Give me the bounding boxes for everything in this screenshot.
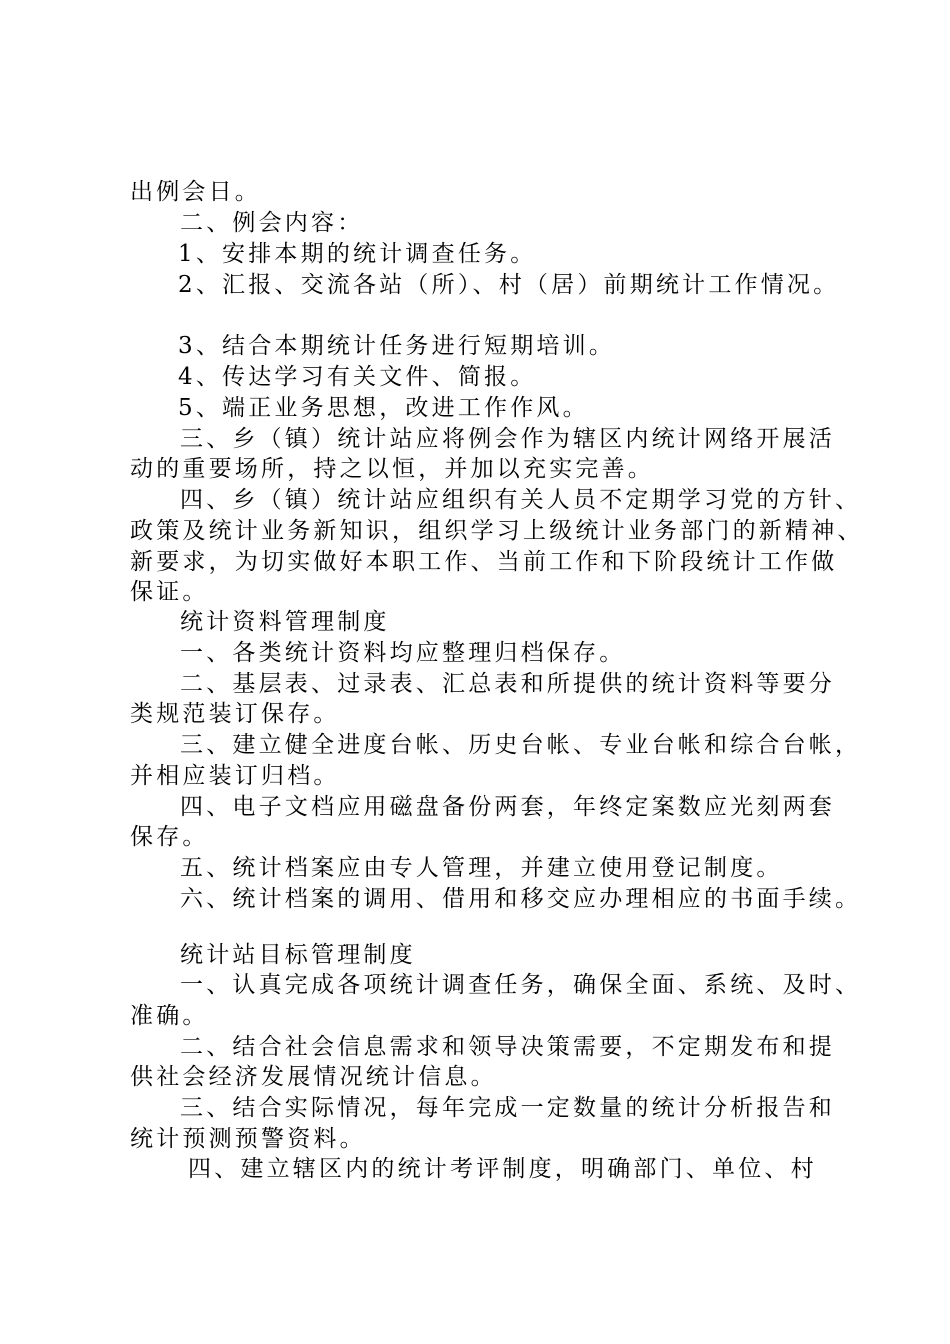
- text-line: 三、乡（镇）统计站应将例会作为辖区内统计网络开展活: [180, 426, 835, 452]
- text-line: 供社会经济发展情况统计信息。: [130, 1064, 497, 1090]
- text-line: 一、认真完成各项统计调查任务，确保全面、系统、及时、: [180, 972, 862, 998]
- text-line: 类规范装订保存。: [130, 701, 340, 727]
- text-line: 并相应装订归档。: [130, 763, 340, 789]
- text-line: 4、传达学习有关文件、简报。: [178, 364, 537, 390]
- text-line: 出例会日。: [130, 179, 261, 205]
- text-line: 四、建立辖区内的统计考评制度，明确部门、单位、村: [188, 1156, 817, 1182]
- text-line: 新要求，为切实做好本职工作、当前工作和下阶段统计工作做: [130, 549, 838, 575]
- text-line: 三、结合实际情况，每年完成一定数量的统计分析报告和: [180, 1095, 835, 1121]
- text-line: 2、汇报、交流各站（所）、村（居）前期统计工作情况。: [178, 272, 840, 298]
- text-line: 3、结合本期统计任务进行短期培训。: [178, 333, 616, 359]
- text-line: 三、建立健全进度台帐、历史台帐、专业台帐和综合台帐，: [180, 732, 862, 758]
- text-line: 二、基层表、过录表、汇总表和所提供的统计资料等要分: [180, 671, 835, 697]
- text-line: 5、端正业务思想，改进工作作风。: [178, 395, 589, 421]
- text-line: 统计预测预警资料。: [130, 1126, 366, 1152]
- text-line: 保证。: [130, 579, 209, 605]
- text-line: 六、统计档案的调用、借用和移交应办理相应的书面手续。: [180, 886, 862, 912]
- section-heading: 统计站目标管理制度: [180, 942, 416, 968]
- text-line: 政策及统计业务新知识，组织学习上级统计业务部门的新精神、: [130, 518, 864, 544]
- text-line: 二、例会内容：: [180, 210, 364, 236]
- text-line: 动的重要场所，持之以恒，并加以充实完善。: [130, 456, 654, 482]
- text-line: 保存。: [130, 824, 209, 850]
- text-line: 准确。: [130, 1003, 209, 1029]
- text-line: 1、安排本期的统计调查任务。: [178, 241, 537, 267]
- text-line: 一、各类统计资料均应整理归档保存。: [180, 640, 626, 666]
- text-line: 四、乡（镇）统计站应组织有关人员不定期学习党的方针、: [180, 487, 862, 513]
- text-line: 四、电子文档应用磁盘备份两套，年终定案数应光刻两套: [180, 794, 835, 820]
- text-line: 五、统计档案应由专人管理，并建立使用登记制度。: [180, 855, 783, 881]
- section-heading: 统计资料管理制度: [180, 609, 390, 635]
- text-line: 二、结合社会信息需求和领导决策需要，不定期发布和提: [180, 1034, 835, 1060]
